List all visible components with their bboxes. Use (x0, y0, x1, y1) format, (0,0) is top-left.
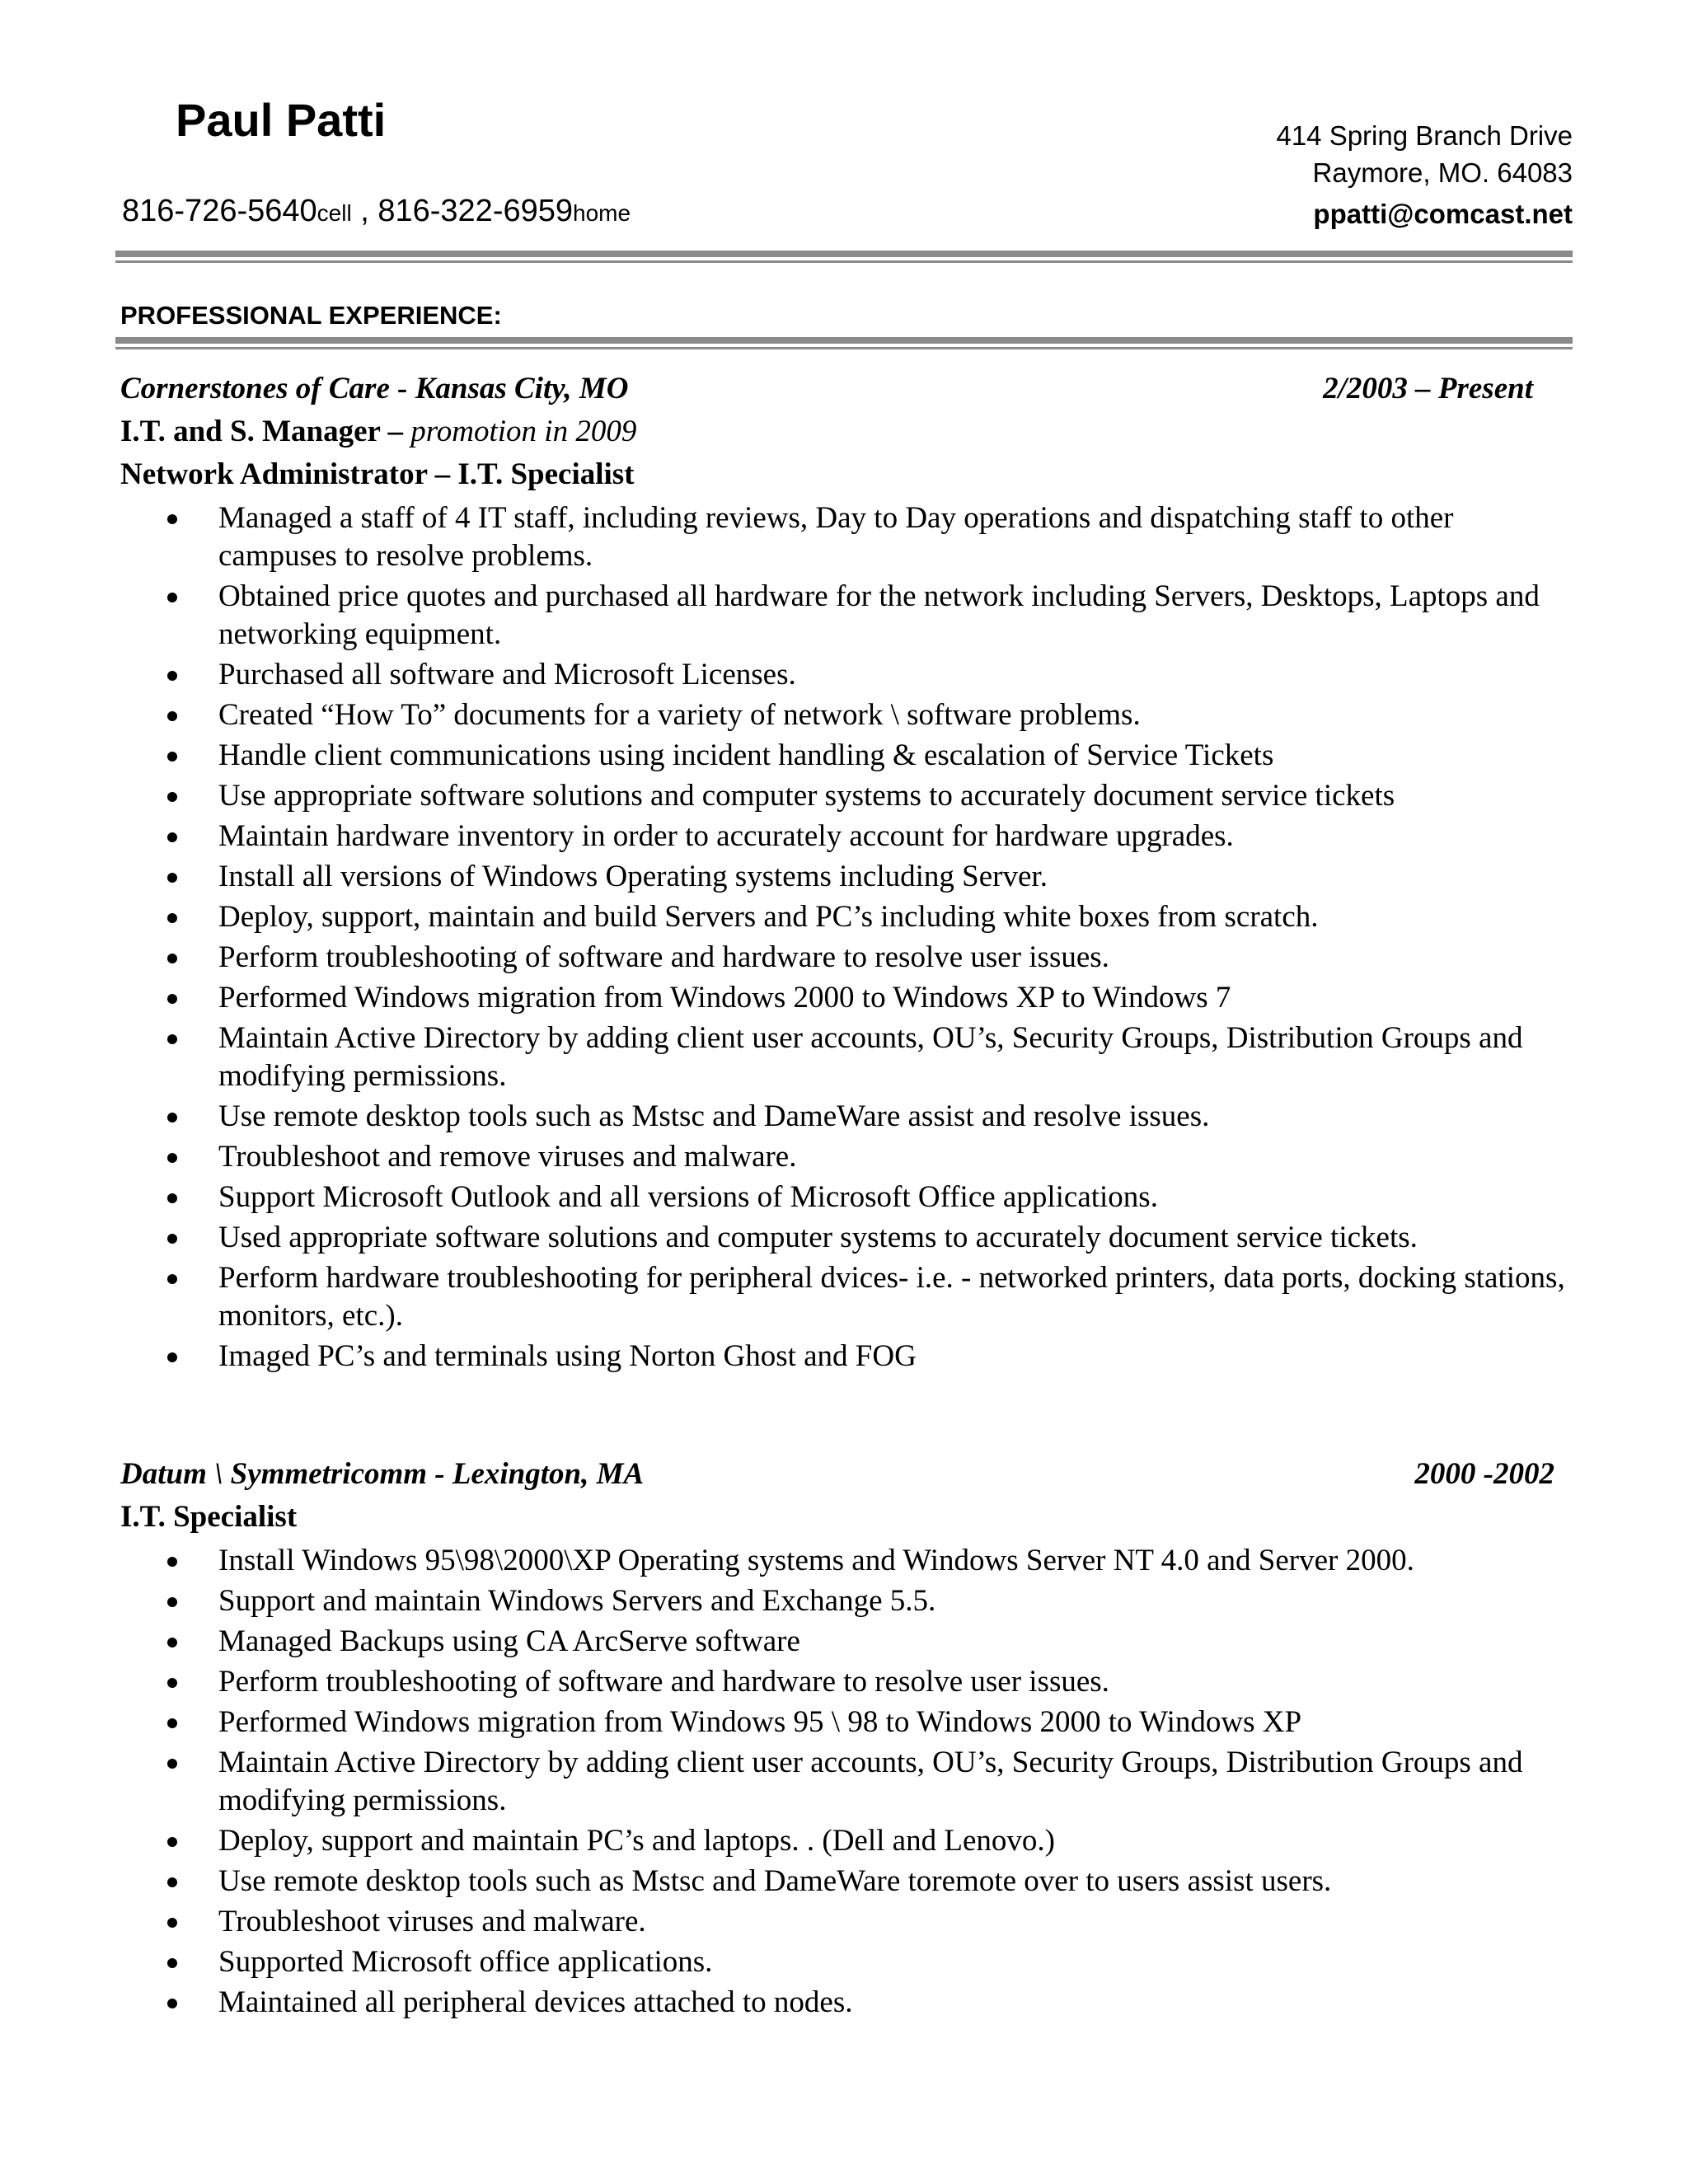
responsibility-text: Deploy, support, maintain and build Servers and PC’s including white boxes from scratch. (218, 900, 1319, 934)
responsibility-text: Use remote desktop tools such as Mstsc and DameWare toremote over to users assist users. (218, 1864, 1332, 1898)
bullet-icon (167, 1958, 177, 1968)
bullet-icon (167, 954, 177, 963)
responsibility-text: Perform troubleshooting of software and hardware to resolve user issues. (218, 940, 1109, 974)
bullet-icon (167, 1113, 177, 1122)
job-header (120, 368, 1573, 410)
bullet-icon (167, 671, 177, 681)
address-line-1: 414 Spring Branch Drive (1276, 120, 1573, 151)
job-title-note: promotion in 2009 (410, 415, 637, 448)
responsibility-text: Support Microsoft Outlook and all versions of Microsoft Office applications. (218, 1180, 1158, 1214)
responsibility-item (120, 1984, 1573, 2022)
bullet-icon (167, 1193, 177, 1203)
bullet-icon (167, 1597, 177, 1607)
responsibility-item (120, 1663, 1573, 1701)
responsibility-text: Maintained all peripheral devices attached to nodes. (218, 1985, 853, 2019)
company-name: Cornerstones of Care - Kansas City, MO (120, 372, 629, 405)
bullet-icon (167, 1999, 177, 2008)
responsibility-text: Performed Windows migration from Windows 2000 to Windows XP to Windows 7 (218, 981, 1231, 1015)
responsibility-text: Obtained price quotes and purchased all hardware for the network including Servers, Desktops, Laptops and networking equipment. (218, 579, 1540, 651)
phone-separator: , (351, 194, 378, 228)
bullet-icon (167, 994, 177, 1004)
bullet-icon (167, 1234, 177, 1244)
job-title-secondary-text: Network Administrator – I.T. Specialist (120, 457, 635, 491)
responsibility-item (120, 578, 1573, 654)
responsibility-text: Maintain Active Directory by adding client user accounts, OU’s, Security Groups, Distribution Groups and modifying permissions. (218, 1021, 1523, 1093)
responsibility-item (120, 1623, 1573, 1661)
responsibility-item (120, 898, 1573, 936)
section-title: PROFESSIONAL EXPERIENCE: (120, 301, 502, 330)
responsibility-item (120, 1259, 1573, 1335)
responsibility-item (120, 1903, 1573, 1941)
job-entry (120, 368, 1573, 1378)
bullet-icon (167, 1557, 177, 1567)
responsibility-text: Handle client communications using incident handling & escalation of Service Tickets (218, 738, 1274, 772)
bullet-icon (167, 913, 177, 923)
bullet-icon (167, 593, 177, 602)
responsibility-item (120, 1179, 1573, 1216)
bullet-icon (167, 1678, 177, 1688)
responsibility-item (120, 1019, 1573, 1095)
responsibility-item (120, 858, 1573, 896)
responsibility-text: Performed Windows migration from Windows 95 \ 98 to Windows 2000 to Windows XP (218, 1705, 1302, 1739)
responsibility-item (120, 696, 1573, 734)
bullet-icon (167, 1918, 177, 1928)
responsibility-item (120, 1219, 1573, 1257)
responsibility-text: Install Windows 95\98\2000\XP Operating systems and Windows Server NT 4.0 and Server 2000. (218, 1544, 1414, 1577)
responsibility-item (120, 1943, 1573, 1981)
job-title-bold: I.T. Specialist (120, 1500, 298, 1534)
responsibility-text: Troubleshoot viruses and malware. (218, 1905, 646, 1938)
bullet-icon (167, 1034, 177, 1044)
bullet-icon (167, 1759, 177, 1769)
job-title-dash: – (380, 415, 411, 448)
bullet-icon (167, 1718, 177, 1728)
bullet-icon (167, 514, 177, 524)
responsibility-item (120, 1542, 1573, 1580)
employment-dates: 2/2003 – Present (1323, 372, 1533, 405)
responsibility-item (120, 979, 1573, 1017)
responsibility-text: Purchased all software and Microsoft Licenses. (218, 658, 796, 691)
bullet-icon (167, 1274, 177, 1284)
email-address: ppatti@comcast.net (1313, 199, 1573, 229)
responsibility-text: Managed a staff of 4 IT staff, including reviews, Day to Day operations and dispatching staff to other campuses to resolve problems. (218, 501, 1454, 573)
responsibility-item (120, 818, 1573, 855)
responsibility-item (120, 1822, 1573, 1860)
bullet-icon (167, 792, 177, 802)
responsibility-item (120, 777, 1573, 815)
responsibility-text: Support and maintain Windows Servers and Exchange 5.5. (218, 1584, 936, 1618)
bullet-icon (167, 1638, 177, 1647)
responsibility-text: Managed Backups using CA ArcServe software (218, 1624, 800, 1658)
job-title-secondary (120, 453, 1573, 496)
bullet-icon (167, 1877, 177, 1887)
responsibility-item (120, 656, 1573, 694)
responsibility-text: Maintain hardware inventory in order to accurately account for hardware upgrades. (218, 819, 1234, 853)
responsibility-text: Maintain Active Directory by adding client user accounts, OU’s, Security Groups, Distribution Groups and modifying permissions. (218, 1746, 1523, 1817)
bullet-icon (167, 1153, 177, 1163)
responsibility-item (120, 737, 1573, 775)
cell-phone-label: cell (316, 200, 352, 226)
company-name: Datum \ Symmetricomm - Lexington, MA (120, 1457, 645, 1491)
responsibility-item (120, 1582, 1573, 1620)
responsibility-list (120, 499, 1573, 1376)
job-title (120, 1496, 1573, 1539)
candidate-name: Paul Patti (176, 94, 387, 146)
bullet-icon (167, 832, 177, 842)
responsibility-text: Install all versions of Windows Operating systems including Server. (218, 860, 1048, 893)
bullet-icon (167, 1837, 177, 1847)
phone-numbers (122, 195, 631, 227)
job-title-bold: I.T. and S. Manager (120, 415, 381, 448)
cell-phone-number: 816-726-5640 (122, 194, 317, 228)
bullet-icon (167, 752, 177, 762)
responsibility-text: Deploy, support and maintain PC’s and laptops. . (Dell and Lenovo.) (218, 1824, 1055, 1858)
bullet-icon (167, 873, 177, 883)
responsibility-item (120, 1098, 1573, 1136)
header-divider (115, 251, 1573, 263)
bullet-icon (167, 1352, 177, 1362)
responsibility-item (120, 499, 1573, 575)
home-phone-number: 816-322-6959 (377, 194, 574, 228)
job-header (120, 1453, 1573, 1496)
responsibility-text: Created “How To” documents for a variety of network \ software problems. (218, 698, 1141, 732)
job-entry (120, 1453, 1573, 2024)
responsibility-text: Perform hardware troubleshooting for peripheral dvices- i.e. - networked printers, data ports, docking stations, monitors, etc.). (218, 1261, 1565, 1333)
responsibility-item (120, 1863, 1573, 1900)
home-phone-label: home (573, 200, 631, 226)
responsibility-item (120, 1744, 1573, 1820)
bullet-icon (167, 711, 177, 721)
responsibility-text: Use appropriate software solutions and computer systems to accurately document service tickets (218, 779, 1395, 813)
job-title (120, 410, 1573, 453)
responsibility-text: Used appropriate software solutions and computer systems to accurately document service tickets. (218, 1221, 1418, 1254)
section-divider (115, 337, 1573, 349)
responsibility-text: Imaged PC’s and terminals using Norton Ghost and FOG (218, 1339, 917, 1373)
responsibility-item (120, 939, 1573, 977)
responsibility-text: Supported Microsoft office applications. (218, 1945, 713, 1979)
address-line-2: Raymore, MO. 64083 (1312, 157, 1573, 188)
responsibility-text: Perform troubleshooting of software and hardware to resolve user issues. (218, 1665, 1109, 1699)
responsibility-item (120, 1138, 1573, 1176)
responsibility-item (120, 1338, 1573, 1376)
responsibility-text: Use remote desktop tools such as Mstsc and DameWare assist and resolve issues. (218, 1099, 1210, 1133)
responsibility-item (120, 1704, 1573, 1741)
responsibility-list (120, 1542, 1573, 2022)
employment-dates: 2000 -2002 (1414, 1457, 1554, 1491)
responsibility-text: Troubleshoot and remove viruses and malware. (218, 1140, 797, 1174)
